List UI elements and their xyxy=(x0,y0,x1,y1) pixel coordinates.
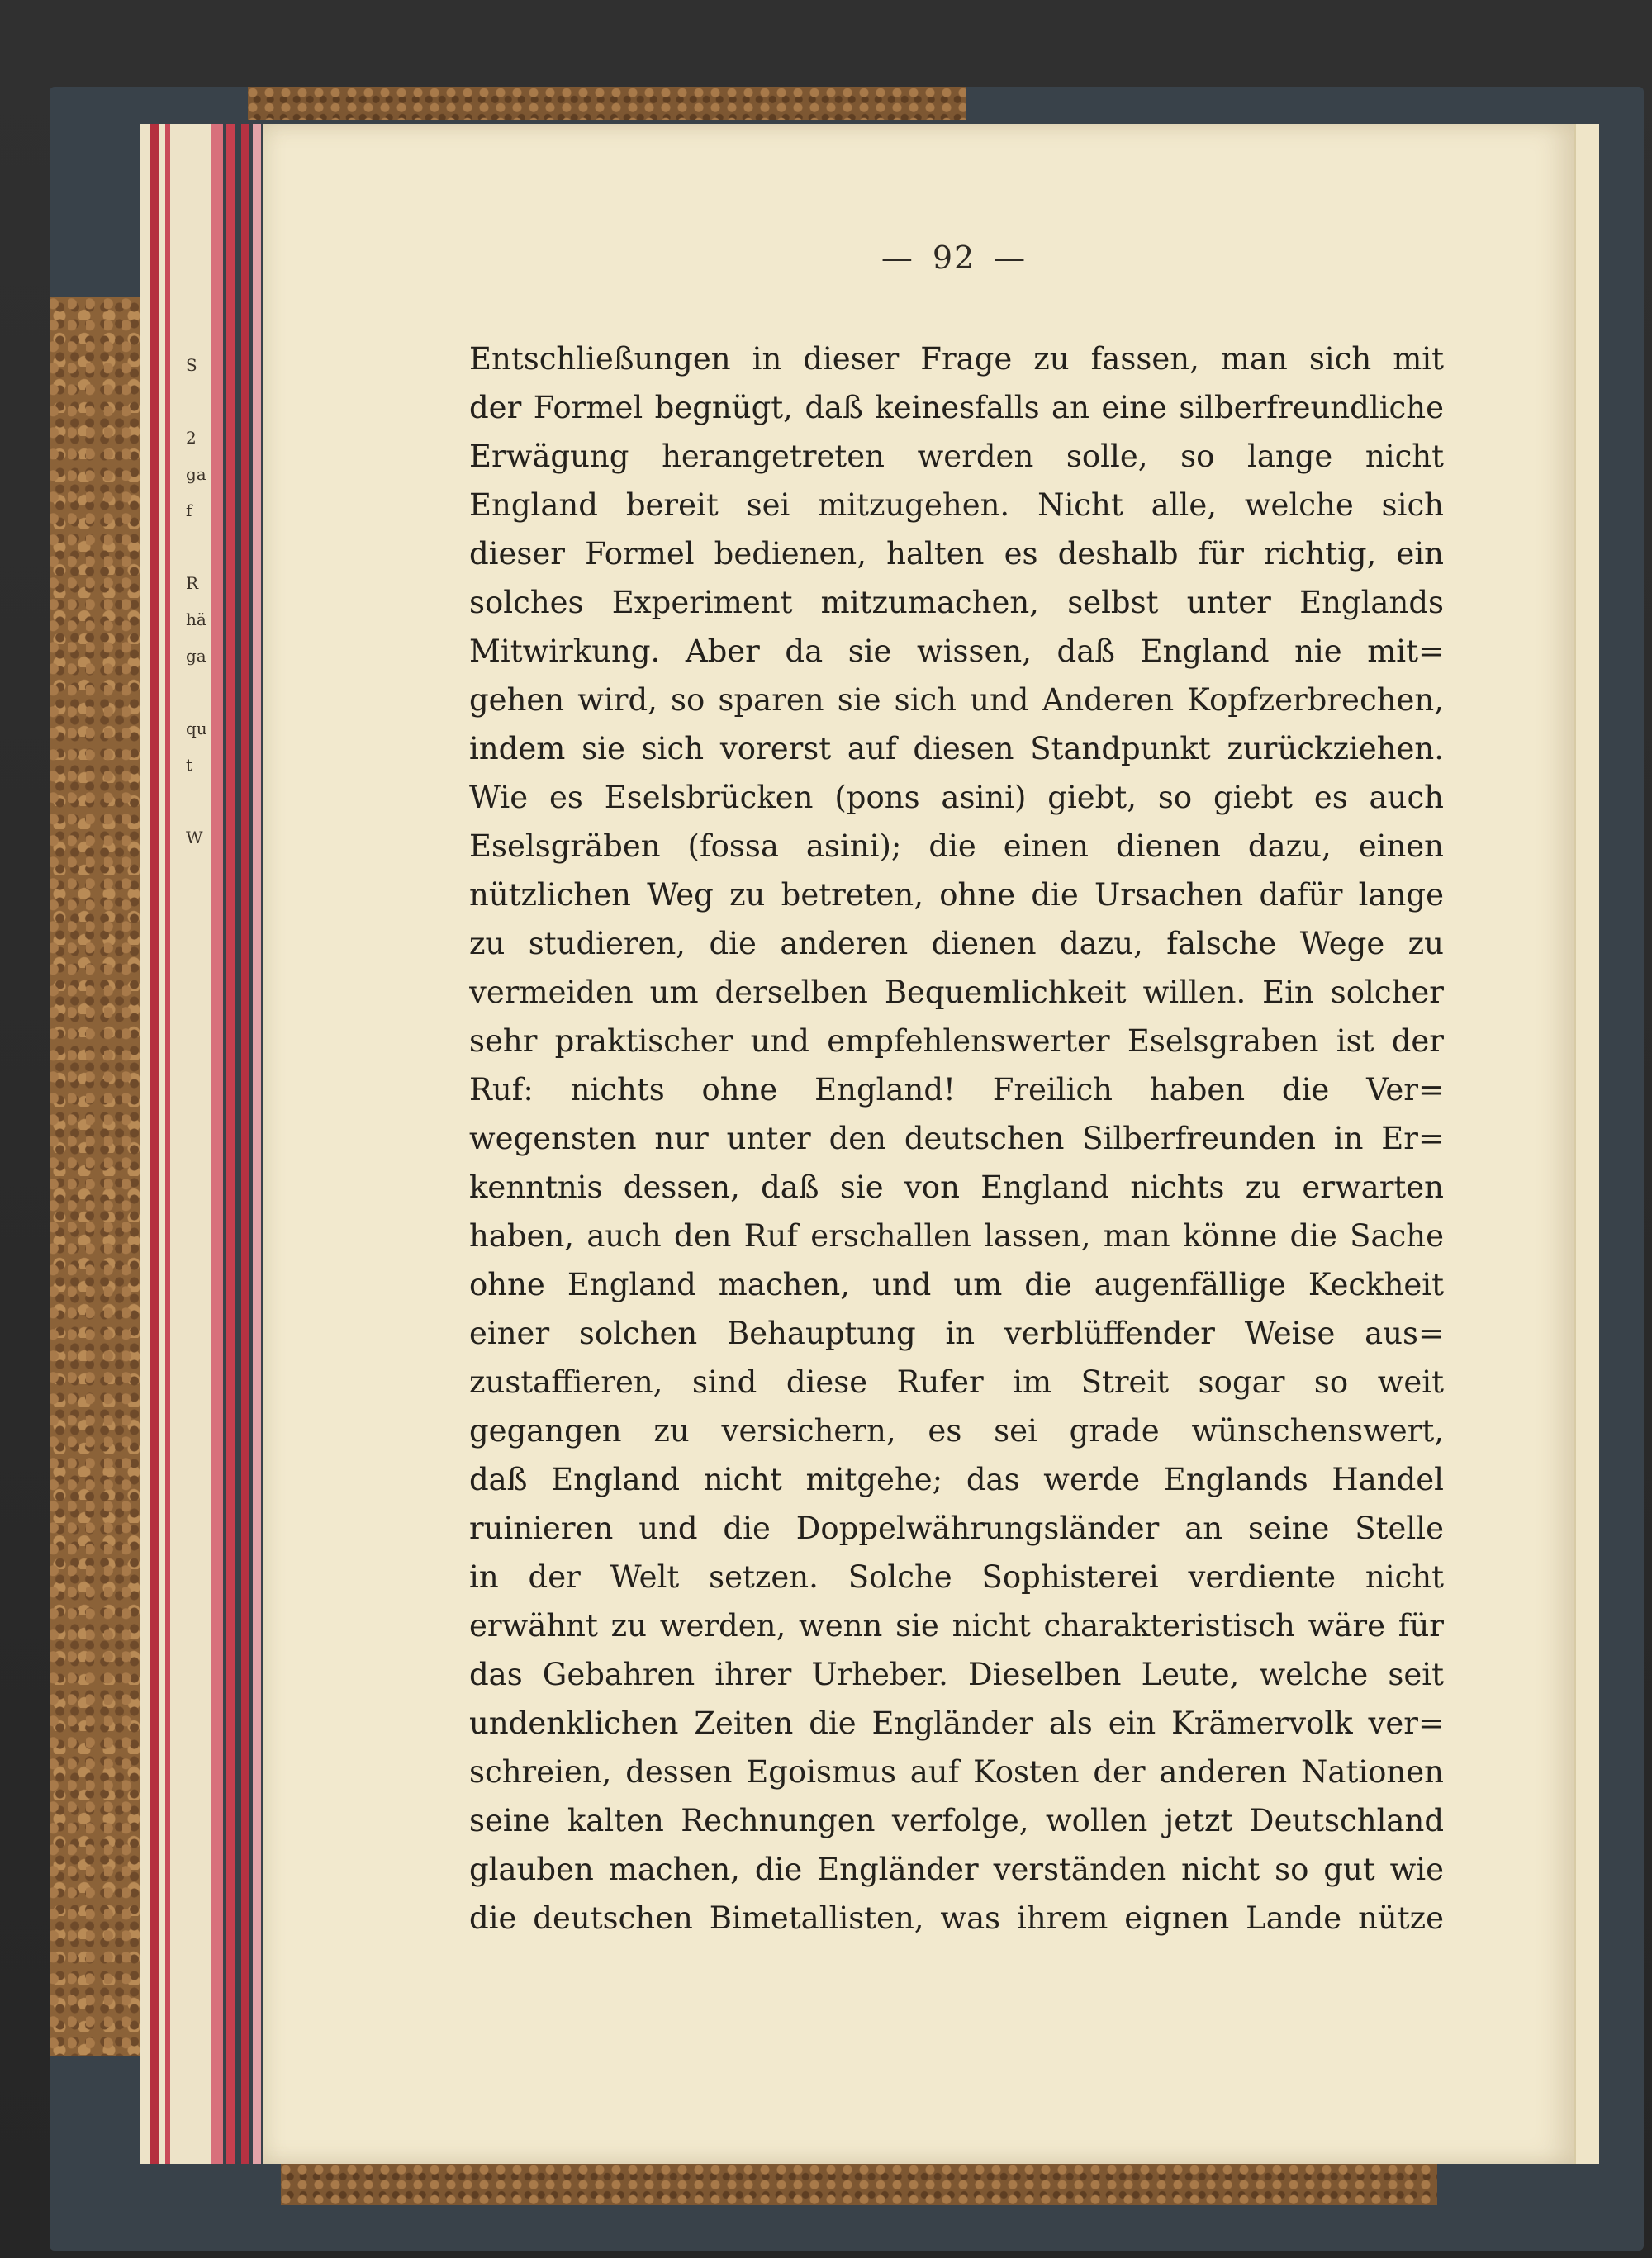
text-line: zustaffieren, sind diese Rufer im Streit sogar so weit xyxy=(469,1364,1444,1400)
text-line: zu studieren, die anderen dienen dazu, falsche Wege zu xyxy=(469,926,1444,961)
text-line: seine kalten Rechnungen verfolge, wollen jetzt Deutschland xyxy=(469,1803,1444,1838)
red-page-edge xyxy=(211,124,223,2164)
text-line: die deutschen Bimetallisten, was ihrem eignen Lande nütze xyxy=(469,1900,1444,1936)
marbled-cover-left xyxy=(50,297,145,2056)
text-line: wegensten nur unter den deutschen Silberfreunden in Er= xyxy=(469,1121,1444,1156)
previous-page-fragment: f xyxy=(186,500,192,520)
text-line: einer solchen Behauptung in verblüffender Weise aus= xyxy=(469,1316,1444,1351)
body-text xyxy=(469,334,1444,1943)
text-line: vermeiden um derselben Bequemlichkeit willen. Ein solcher xyxy=(469,975,1444,1010)
text-line: dieser Formel bedienen, halten es deshalb für richtig, ein xyxy=(469,536,1444,572)
text-line: England bereit sei mitzugehen. Nicht alle, welche sich xyxy=(469,487,1444,523)
text-line: ruinieren und die Doppelwährungsländer an seine Stelle xyxy=(469,1511,1444,1546)
text-line: schreien, dessen Egoismus auf Kosten der anderen Nationen xyxy=(469,1754,1444,1790)
marbled-cover-top xyxy=(248,87,966,120)
text-line: erwähnt zu werden, wenn sie nicht charakteristisch wäre für xyxy=(469,1608,1444,1644)
previous-page-fragment: W xyxy=(186,828,203,847)
page-number-dash-left: — xyxy=(881,240,914,276)
text-line: Ruf: nichts ohne England! Freilich haben die Ver= xyxy=(469,1072,1444,1108)
text-line: Entschließungen in dieser Frage zu fassen, man sich mit xyxy=(469,341,1444,377)
previous-page-fragment: hä xyxy=(186,610,206,629)
text-line: gegangen zu versichern, es sei grade wünschenswert, xyxy=(469,1413,1444,1449)
previous-page-fragment: ga xyxy=(186,464,206,484)
red-page-edge xyxy=(150,124,159,2164)
previous-page-fragment: qu xyxy=(186,719,207,738)
red-page-edge xyxy=(253,124,261,2164)
text-line: Erwägung herangetreten werden solle, so lange nicht xyxy=(469,439,1444,474)
text-line: Wie es Eselsbrücken (pons asini) giebt, so giebt es auch xyxy=(469,780,1444,815)
text-line: haben, auch den Ruf erschallen lassen, man könne die Sache xyxy=(469,1218,1444,1254)
text-line: nützlichen Weg zu betreten, ohne die Ursachen dafür lange xyxy=(469,877,1444,913)
text-line: undenklichen Zeiten die Engländer als ein Krämervolk ver= xyxy=(469,1705,1444,1741)
text-line: ohne England machen, und um die augenfällige Keckheit xyxy=(469,1267,1444,1302)
red-page-edge xyxy=(226,124,235,2164)
text-line: daß England nicht mitgehe; das werde Englands Handel xyxy=(469,1462,1444,1497)
red-page-edge xyxy=(241,124,249,2164)
marbled-cover-bottom xyxy=(281,2164,1437,2205)
red-page-edge xyxy=(165,124,170,2164)
previous-page-fragment: S xyxy=(186,355,197,375)
text-line: der Formel begnügt, daß keinesfalls an eine silberfreundliche xyxy=(469,390,1444,425)
previous-page-fragment: ga xyxy=(186,646,206,666)
text-line: glauben machen, die Engländer verständen nicht so gut wie xyxy=(469,1852,1444,1887)
next-page-edge xyxy=(1574,124,1599,2164)
previous-page-fragment: 2 xyxy=(186,428,197,448)
text-line: gehen wird, so sparen sie sich und Anderen Kopfzerbrechen, xyxy=(469,682,1444,718)
previous-page-fragment: t xyxy=(186,755,193,775)
text-line: sehr praktischer und empfehlenswerter Eselsgraben ist der xyxy=(469,1023,1444,1059)
text-line: Eselsgräben (fossa asini); die einen dienen dazu, einen xyxy=(469,828,1444,864)
page-number-dash-right: — xyxy=(994,240,1028,276)
text-line: indem sie sich vorerst auf diesen Standpunkt zurückziehen. xyxy=(469,731,1444,766)
text-line: kenntnis dessen, daß sie von England nichts zu erwarten xyxy=(469,1169,1444,1205)
text-line: in der Welt setzen. Solche Sophisterei verdiente nicht xyxy=(469,1559,1444,1595)
text-line: das Gebahren ihrer Urheber. Dieselben Leute, welche seit xyxy=(469,1657,1444,1692)
page-number-value: 92 xyxy=(932,240,976,276)
text-line: Mitwirkung. Aber da sie wissen, daß England nie mit= xyxy=(469,633,1444,669)
text-line: solches Experiment mitzumachen, selbst unter Englands xyxy=(469,585,1444,620)
page-number xyxy=(0,240,1652,276)
previous-page-fragment: R xyxy=(186,573,199,593)
